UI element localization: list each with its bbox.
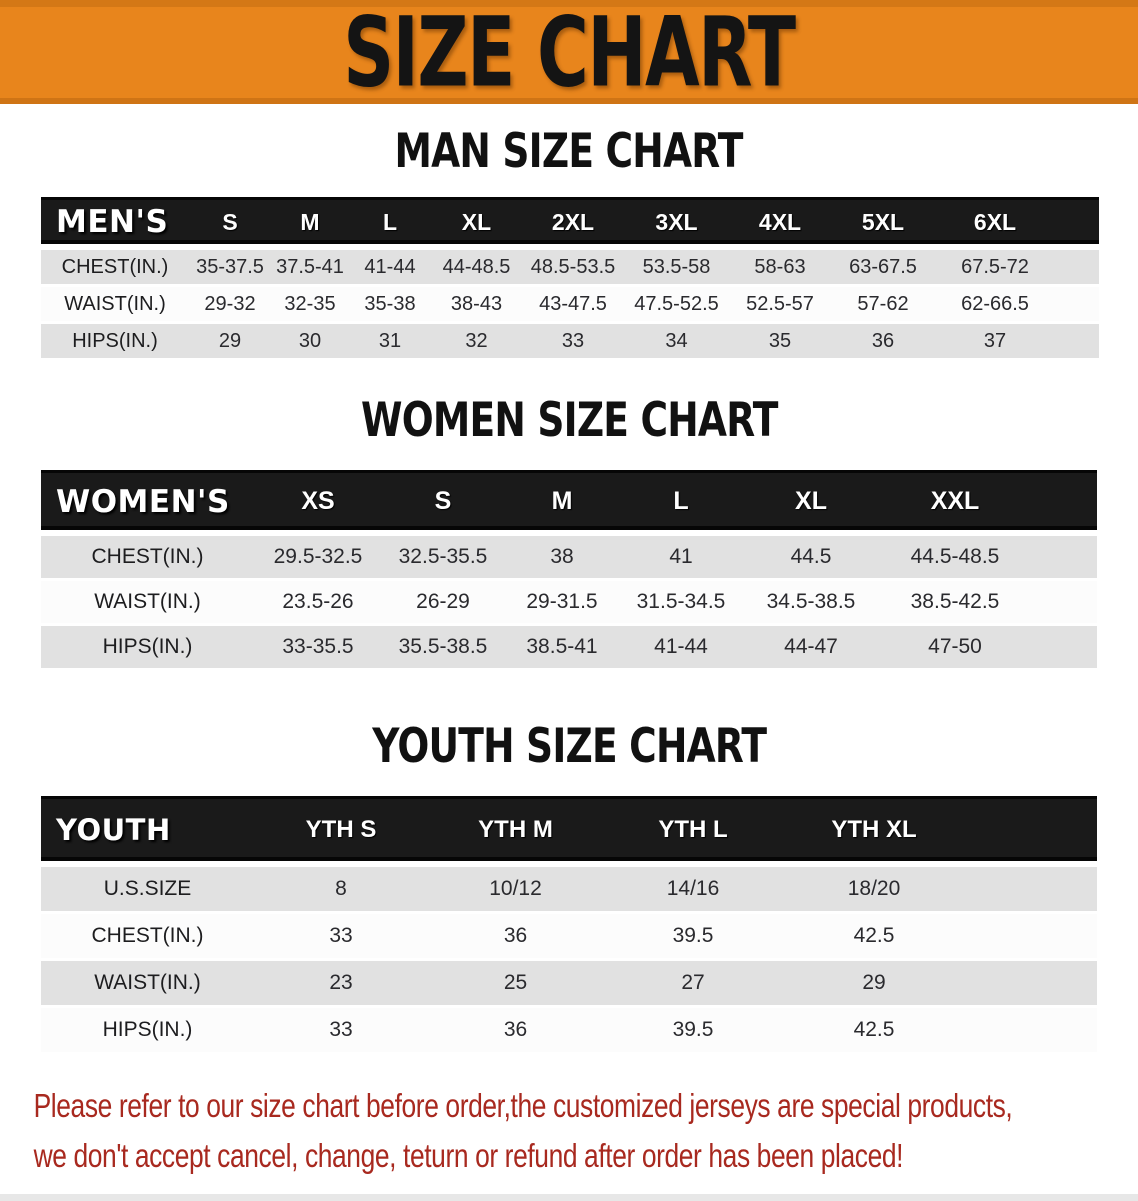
size-value-cell: 30 bbox=[271, 323, 349, 360]
women-header-filler bbox=[1030, 472, 1097, 534]
women-column-header-xl: XL bbox=[742, 472, 880, 534]
row-label: HIPS(IN.) bbox=[41, 323, 189, 360]
size-value-cell: 48.5-53.5 bbox=[522, 247, 624, 286]
size-value-cell: 31 bbox=[349, 323, 431, 360]
size-value-cell: 32.5-35.5 bbox=[382, 533, 504, 580]
youth-header-filler bbox=[965, 798, 1097, 865]
size-value-cell: 57-62 bbox=[831, 286, 935, 323]
disclaimer-text bbox=[0, 1055, 1090, 1194]
youth-size-table bbox=[41, 796, 1097, 1055]
women-column-header-xxl: XXL bbox=[880, 472, 1030, 534]
size-value-cell: 67.5-72 bbox=[935, 247, 1055, 286]
men-corner-label: MEN'S bbox=[41, 199, 189, 248]
men-column-header-s: S bbox=[189, 199, 271, 248]
men-size-table bbox=[41, 197, 1099, 361]
size-value-cell: 33 bbox=[522, 323, 624, 360]
women-row-waist-in- bbox=[41, 580, 1097, 625]
size-value-cell: 44-47 bbox=[742, 625, 880, 670]
row-label: CHEST(IN.) bbox=[41, 247, 189, 286]
youth-column-header-yth-m: YTH M bbox=[428, 798, 603, 865]
size-value-cell: 36 bbox=[428, 913, 603, 960]
size-value-cell: 36 bbox=[831, 323, 935, 360]
size-value-cell: 29.5-32.5 bbox=[254, 533, 382, 580]
filler-cell bbox=[1030, 625, 1097, 670]
size-value-cell: 58-63 bbox=[729, 247, 831, 286]
women-column-header-s: S bbox=[382, 472, 504, 534]
row-label: WAIST(IN.) bbox=[41, 960, 254, 1007]
size-value-cell: 38-43 bbox=[431, 286, 522, 323]
men-header-filler bbox=[1055, 199, 1099, 248]
men-column-header-4xl: 4XL bbox=[729, 199, 831, 248]
size-value-cell: 27 bbox=[603, 960, 783, 1007]
men-row-hips-in- bbox=[41, 323, 1099, 360]
filler-cell bbox=[965, 960, 1097, 1007]
youth-row-hips-in- bbox=[41, 1007, 1097, 1054]
size-value-cell: 35.5-38.5 bbox=[382, 625, 504, 670]
women-row-hips-in- bbox=[41, 625, 1097, 670]
size-value-cell: 37 bbox=[935, 323, 1055, 360]
size-value-cell: 33-35.5 bbox=[254, 625, 382, 670]
men-column-header-2xl: 2XL bbox=[522, 199, 624, 248]
size-value-cell: 53.5-58 bbox=[624, 247, 729, 286]
youth-corner-label: YOUTH bbox=[41, 798, 254, 865]
filler-cell bbox=[965, 864, 1097, 913]
size-value-cell: 42.5 bbox=[783, 913, 965, 960]
filler-cell bbox=[1055, 247, 1099, 286]
youth-column-header-yth-xl: YTH XL bbox=[783, 798, 965, 865]
row-label: WAIST(IN.) bbox=[41, 580, 254, 625]
size-value-cell: 38.5-42.5 bbox=[880, 580, 1030, 625]
size-value-cell: 33 bbox=[254, 1007, 428, 1054]
youth-size-section bbox=[0, 671, 1138, 1055]
row-label: U.S.SIZE bbox=[41, 864, 254, 913]
men-row-chest-in- bbox=[41, 247, 1099, 286]
size-value-cell: 18/20 bbox=[783, 864, 965, 913]
size-value-cell: 36 bbox=[428, 1007, 603, 1054]
row-label: CHEST(IN.) bbox=[41, 913, 254, 960]
youth-row-chest-in- bbox=[41, 913, 1097, 960]
men-column-header-5xl: 5XL bbox=[831, 199, 935, 248]
size-value-cell: 39.5 bbox=[603, 913, 783, 960]
men-column-header-xl: XL bbox=[431, 199, 522, 248]
row-label: WAIST(IN.) bbox=[41, 286, 189, 323]
size-value-cell: 44.5-48.5 bbox=[880, 533, 1030, 580]
women-section-title: WOMEN SIZE CHART bbox=[360, 393, 778, 448]
size-value-cell: 26-29 bbox=[382, 580, 504, 625]
youth-row-u-s-size bbox=[41, 864, 1097, 913]
size-value-cell: 10/12 bbox=[428, 864, 603, 913]
size-value-cell: 25 bbox=[428, 960, 603, 1007]
women-size-table bbox=[41, 470, 1097, 671]
size-value-cell: 37.5-41 bbox=[271, 247, 349, 286]
filler-cell bbox=[965, 1007, 1097, 1054]
disclaimer-line-2: we don't accept cancel, change, teturn or refund after order has been placed! bbox=[33, 1136, 904, 1174]
disclaimer-line-1: Please refer to our size chart before order,the customized jerseys are special products, bbox=[33, 1087, 1013, 1124]
women-size-table-wrap bbox=[0, 470, 1138, 671]
size-value-cell: 47.5-52.5 bbox=[624, 286, 729, 323]
bottom-edge-strip bbox=[0, 1194, 1138, 1201]
size-value-cell: 23.5-26 bbox=[254, 580, 382, 625]
size-value-cell: 34 bbox=[624, 323, 729, 360]
size-value-cell: 47-50 bbox=[880, 625, 1030, 670]
women-header-row bbox=[41, 472, 1097, 534]
youth-size-table-wrap bbox=[0, 796, 1138, 1055]
men-row-waist-in- bbox=[41, 286, 1099, 323]
banner bbox=[0, 0, 1138, 104]
size-value-cell: 8 bbox=[254, 864, 428, 913]
women-column-header-xs: XS bbox=[254, 472, 382, 534]
size-value-cell: 29-32 bbox=[189, 286, 271, 323]
youth-header-row bbox=[41, 798, 1097, 865]
size-value-cell: 42.5 bbox=[783, 1007, 965, 1054]
men-size-section bbox=[0, 104, 1138, 361]
men-section-title: MAN SIZE CHART bbox=[394, 124, 744, 179]
youth-column-header-yth-s: YTH S bbox=[254, 798, 428, 865]
filler-cell bbox=[1030, 533, 1097, 580]
size-value-cell: 29 bbox=[189, 323, 271, 360]
size-value-cell: 41 bbox=[620, 533, 742, 580]
size-value-cell: 63-67.5 bbox=[831, 247, 935, 286]
size-value-cell: 38.5-41 bbox=[504, 625, 620, 670]
filler-cell bbox=[1055, 286, 1099, 323]
size-value-cell: 39.5 bbox=[603, 1007, 783, 1054]
row-label: CHEST(IN.) bbox=[41, 533, 254, 580]
size-value-cell: 32 bbox=[431, 323, 522, 360]
size-value-cell: 52.5-57 bbox=[729, 286, 831, 323]
men-column-header-m: M bbox=[271, 199, 349, 248]
youth-column-header-yth-l: YTH L bbox=[603, 798, 783, 865]
filler-cell bbox=[1030, 580, 1097, 625]
size-value-cell: 32-35 bbox=[271, 286, 349, 323]
size-value-cell: 31.5-34.5 bbox=[620, 580, 742, 625]
men-header-row bbox=[41, 199, 1099, 248]
women-row-chest-in- bbox=[41, 533, 1097, 580]
men-column-header-3xl: 3XL bbox=[624, 199, 729, 248]
size-value-cell: 29-31.5 bbox=[504, 580, 620, 625]
banner-title: SIZE CHART bbox=[343, 0, 795, 104]
size-value-cell: 35 bbox=[729, 323, 831, 360]
size-value-cell: 41-44 bbox=[349, 247, 431, 286]
women-column-header-m: M bbox=[504, 472, 620, 534]
youth-row-waist-in- bbox=[41, 960, 1097, 1007]
size-value-cell: 23 bbox=[254, 960, 428, 1007]
women-corner-label: WOMEN'S bbox=[41, 472, 254, 534]
men-size-table-wrap bbox=[0, 197, 1138, 361]
size-value-cell: 33 bbox=[254, 913, 428, 960]
men-column-header-6xl: 6XL bbox=[935, 199, 1055, 248]
women-size-section bbox=[0, 361, 1138, 671]
size-value-cell: 62-66.5 bbox=[935, 286, 1055, 323]
size-value-cell: 35-37.5 bbox=[189, 247, 271, 286]
filler-cell bbox=[965, 913, 1097, 960]
women-column-header-l: L bbox=[620, 472, 742, 534]
size-value-cell: 14/16 bbox=[603, 864, 783, 913]
size-value-cell: 35-38 bbox=[349, 286, 431, 323]
size-value-cell: 41-44 bbox=[620, 625, 742, 670]
row-label: HIPS(IN.) bbox=[41, 1007, 254, 1054]
youth-section-title: YOUTH SIZE CHART bbox=[372, 719, 766, 774]
men-column-header-l: L bbox=[349, 199, 431, 248]
size-value-cell: 44.5 bbox=[742, 533, 880, 580]
size-value-cell: 29 bbox=[783, 960, 965, 1007]
size-value-cell: 44-48.5 bbox=[431, 247, 522, 286]
filler-cell bbox=[1055, 323, 1099, 360]
size-value-cell: 43-47.5 bbox=[522, 286, 624, 323]
size-value-cell: 38 bbox=[504, 533, 620, 580]
row-label: HIPS(IN.) bbox=[41, 625, 254, 670]
size-value-cell: 34.5-38.5 bbox=[742, 580, 880, 625]
